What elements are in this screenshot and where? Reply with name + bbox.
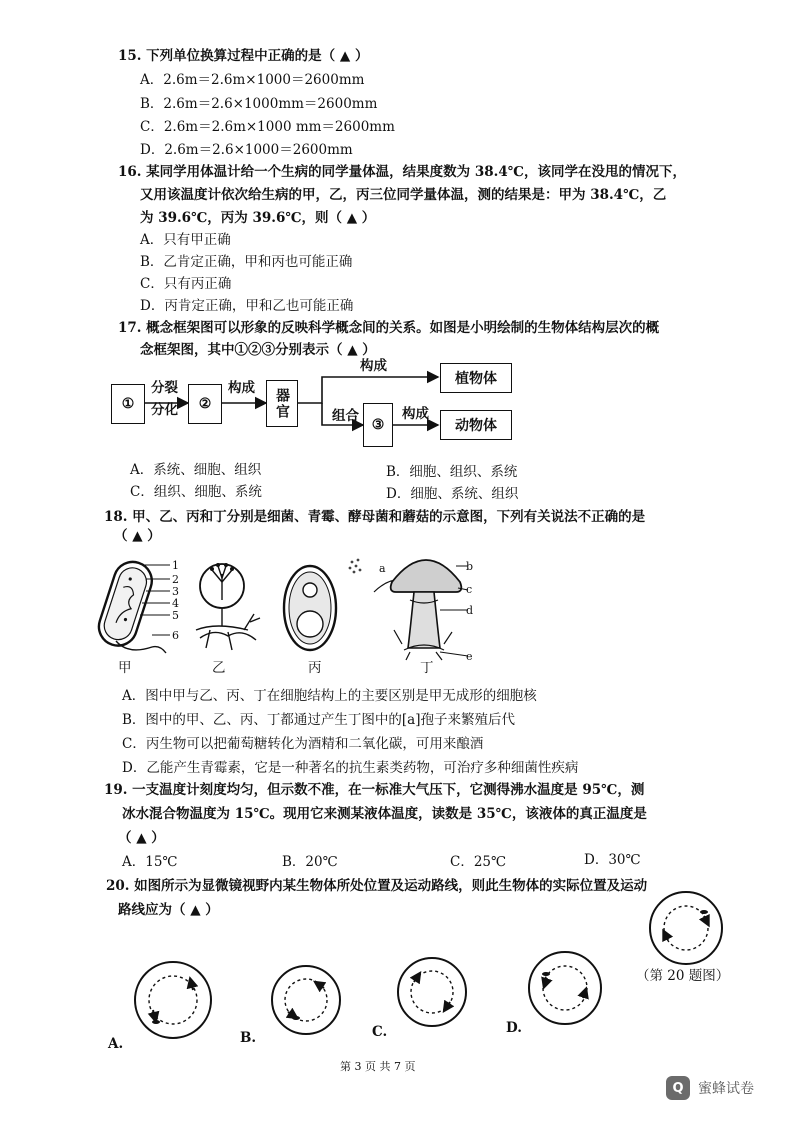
bacterium-label-4: 4 — [172, 597, 179, 610]
q17-node-organ: 器官 — [266, 380, 298, 427]
q16-line1: 16. 某同学用体温计给一个生病的同学量体温，结果度数为 38.4℃，该同学在没甩的情况下， — [118, 164, 686, 180]
q15-option-d: D．2.6m＝2.6×1000＝2600mm — [140, 142, 353, 158]
q15-stem: 15. 下列单位换算过程中正确的是（ ▲ ） — [118, 48, 369, 64]
q17-line1: 17. 概念框架图可以形象的反映科学概念间的关系。如图是小明绘制的生物体结构层次的概 — [118, 320, 660, 336]
fig-label-bing: 丙 — [308, 660, 322, 676]
fig-label-ding: 丁 — [420, 660, 434, 676]
q17-label-combine: 组合 — [332, 408, 359, 424]
q19-line2: 冰水混合物温度为 15℃。现用它来测某液体温度，读数是 35℃，该液体的真正温度是 — [122, 806, 647, 822]
q17-option-a: A．系统、细胞、组织 — [130, 462, 262, 478]
fig-label-yi: 乙 — [212, 660, 226, 676]
mushroom-label-e: e — [466, 650, 473, 663]
q20-reference-view — [650, 892, 722, 964]
q17-label-split: 分裂 — [151, 380, 178, 396]
bacterium-label-6: 6 — [172, 629, 179, 642]
q19-line1: 19. 一支温度计刻度均匀，但示数不准，在一标准大气压下，它测得沸水温度是 95℃，测 — [104, 782, 645, 798]
q17-node-animal: 动物体 — [440, 410, 512, 440]
q16-option-d: D．丙肯定正确，甲和乙也可能正确 — [140, 298, 354, 314]
q20-option-b-view — [272, 966, 340, 1034]
q19-option-a: A．15℃ — [122, 854, 178, 870]
q20-option-a-label: A. — [108, 1036, 124, 1052]
q19-option-b: B．20℃ — [282, 854, 338, 870]
q17-node-2: ② — [188, 384, 222, 424]
q17-node-plant: 植物体 — [440, 363, 512, 393]
mushroom-label-a: a — [379, 562, 386, 575]
q17-label-form-1: 构成 — [228, 380, 255, 396]
q18-stem: 18. 甲、乙、丙和丁分别是细菌、青霉、酵母菌和蘑菇的示意图，下列有关说法不正确的是 — [104, 509, 646, 525]
q19-option-d: D．30℃ — [584, 852, 641, 868]
page-number: 第 3 页 共 7 页 — [340, 1060, 416, 1073]
fig-label-jia: 甲 — [118, 660, 132, 676]
q18-option-d: D．乙能产生青霉素，它是一种著名的抗生素类药物，可治疗多种细菌性疾病 — [122, 760, 579, 776]
bee-logo-icon: Q — [666, 1076, 690, 1100]
q17-label-form-2: 构成 — [360, 358, 387, 374]
q20-line1: 20. 如图所示为显微镜视野内某生物体所处位置及运动路线，则此生物体的实际位置及运动 — [106, 878, 648, 894]
q16-option-c: C．只有丙正确 — [140, 276, 232, 292]
q16-option-b: B．乙肯定正确，甲和丙也可能正确 — [140, 254, 353, 270]
q15-option-c: C．2.6m＝2.6m×1000 mm＝2600mm — [140, 119, 395, 135]
q18-option-b: B．图中的甲、乙、丙、丁都通过产生丁图中的[a]孢子来繁殖后代 — [122, 712, 516, 728]
yeast-figure — [280, 560, 340, 656]
bacterium-figure — [94, 557, 184, 657]
watermark-text: 蜜蜂试卷 — [698, 1081, 754, 1097]
q20-option-d-view — [529, 952, 601, 1024]
penicillium-figure — [188, 558, 268, 658]
q20-option-c-view — [398, 958, 466, 1026]
q18-answer-mark: （ ▲ ） — [114, 528, 161, 544]
q16-line3: 为 39.6℃，丙为 39.6℃，则（ ▲ ） — [140, 210, 376, 226]
bacterium-label-3: 3 — [172, 585, 179, 598]
bacterium-label-1: 1 — [172, 559, 179, 572]
mushroom-label-c: c — [466, 583, 473, 596]
q15-option-a: A．2.6m＝2.6m×1000＝2600mm — [140, 72, 365, 88]
q17-node-1: ① — [111, 384, 145, 424]
q15-option-b: B．2.6m＝2.6×1000mm＝2600mm — [140, 96, 378, 112]
q18-option-a: A．图中甲与乙、丙、丁在细胞结构上的主要区别是甲无成形的细胞核 — [122, 688, 537, 704]
q19-option-c: C．25℃ — [450, 854, 507, 870]
q16-option-a: A．只有甲正确 — [140, 232, 231, 248]
q20-line2: 路线应为（ ▲ ） — [118, 902, 219, 918]
q20-option-a-view — [135, 962, 211, 1038]
q20-option-c-label: C. — [372, 1024, 388, 1040]
mushroom-figure — [344, 552, 484, 662]
mushroom-label-b: b — [466, 560, 474, 573]
q20-option-d-label: D. — [506, 1020, 522, 1036]
q16-line2: 又用该温度计依次给生病的甲，乙，丙三位同学量体温，测的结果是：甲为 38.4℃，乙 — [140, 187, 667, 203]
q17-label-form-3: 构成 — [402, 406, 429, 422]
q17-label-differentiate: 分化 — [151, 402, 178, 418]
q20-option-b-label: B. — [240, 1030, 257, 1046]
q18-option-c: C．丙生物可以把葡萄糖转化为酒精和二氧化碳，可用来酿酒 — [122, 736, 484, 752]
watermark — [666, 1076, 754, 1100]
q17-line2: 念框架图，其中①②③分别表示（ ▲ ） — [140, 342, 376, 358]
q17-option-c: C．组织、细胞、系统 — [130, 484, 262, 500]
bacterium-label-5: 5 — [172, 609, 179, 622]
q17-option-b: B．细胞、组织、系统 — [386, 464, 518, 480]
q19-line3: （ ▲ ） — [118, 830, 165, 846]
q17-option-d: D．细胞、系统、组织 — [386, 486, 519, 502]
mushroom-label-d: d — [466, 604, 474, 617]
q17-node-3: ③ — [363, 403, 393, 447]
q20-figure-caption: （第 20 题图） — [636, 968, 730, 984]
bacterium-label-2: 2 — [172, 573, 179, 586]
